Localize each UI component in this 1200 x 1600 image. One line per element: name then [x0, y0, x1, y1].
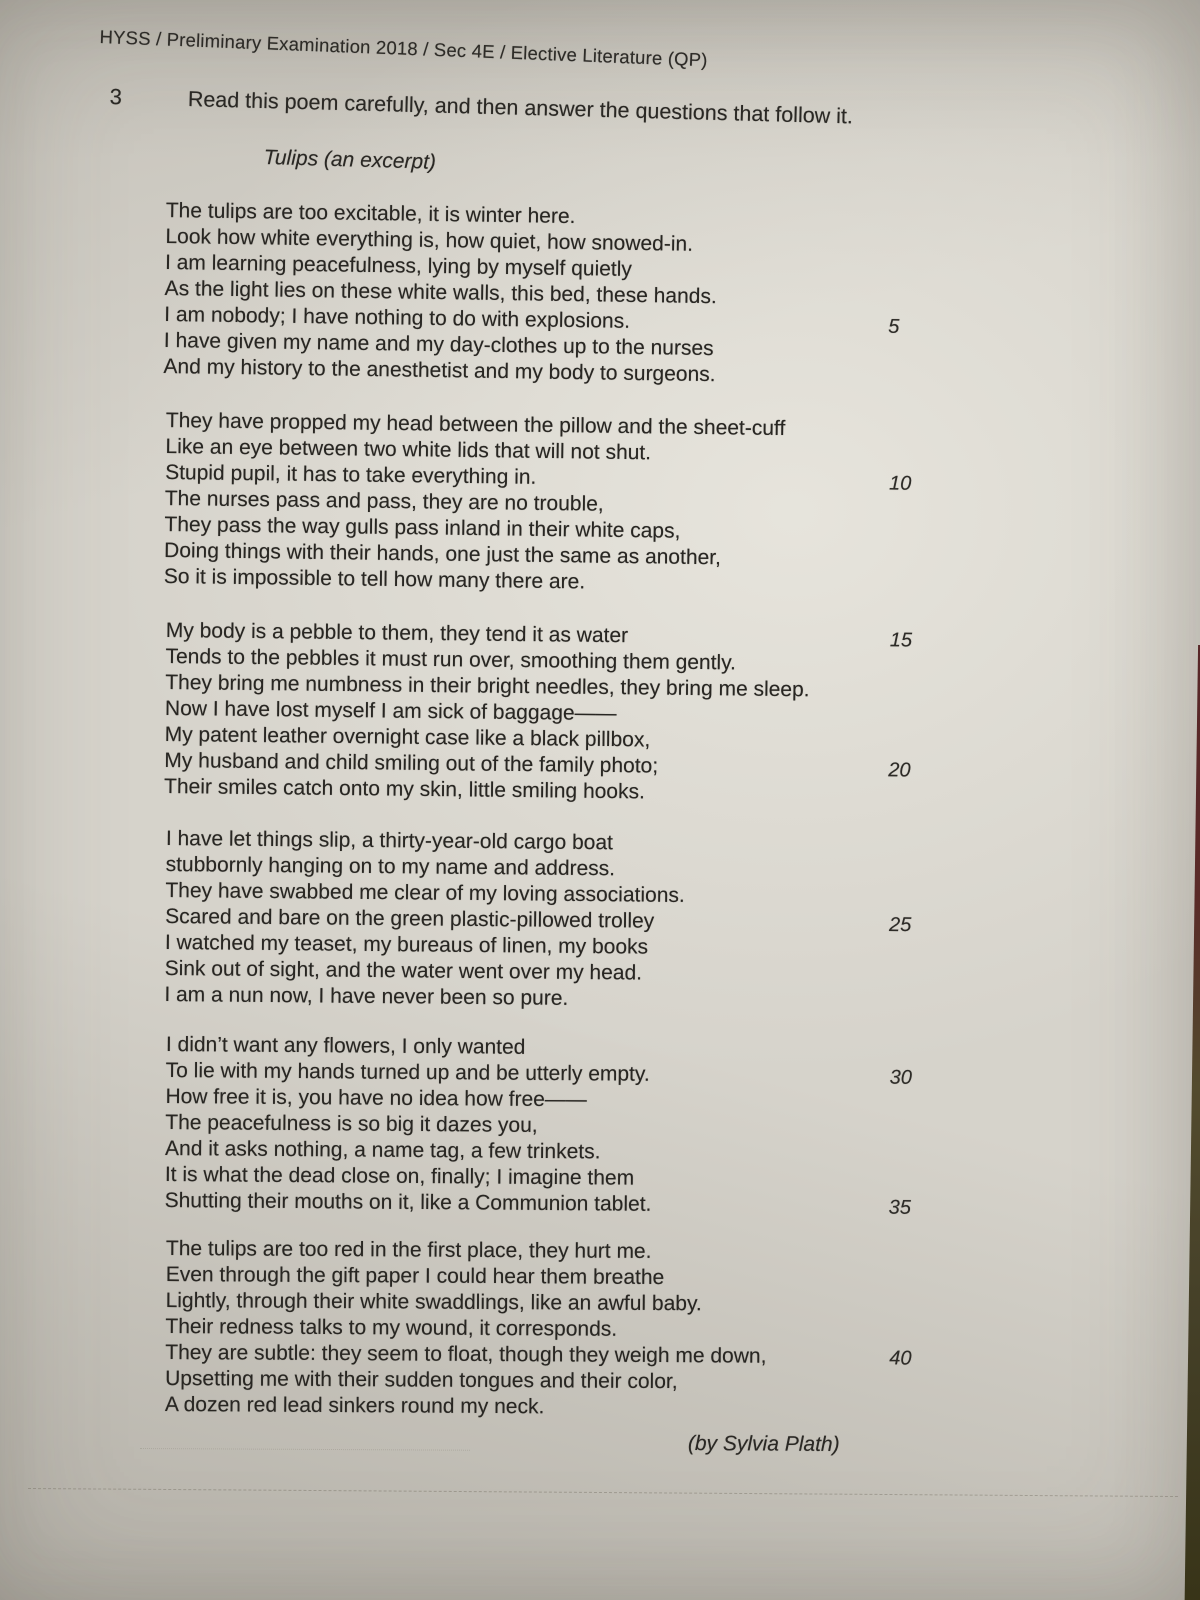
poem-line-text: As the light lies on these white walls, this bed, these hands.	[164, 276, 717, 309]
stanza	[164, 1236, 912, 1422]
stanza	[163, 618, 913, 807]
poem-line-text: I have let things slip, a thirty-year-old cargo boat	[165, 826, 614, 855]
poem-line-text: They bring me numbness in their bright needles, they bring me sleep.	[165, 670, 810, 702]
poem-line-text: Even through the gift paper I could hear them breathe	[165, 1262, 665, 1290]
poem-line	[165, 1340, 912, 1370]
poem-line-text: Now I have lost myself I am sick of baggage——	[164, 696, 617, 726]
poem-attribution: (by Sylvia Plath)	[687, 1432, 840, 1457]
poem-line-text: They are subtle: they seem to float, though they weigh me down,	[165, 1340, 767, 1368]
poem-line-text: So it is impossible to tell how many there are.	[163, 564, 586, 594]
poem-line	[166, 1032, 653, 1062]
poem-line-text: They have propped my head between the pillow and the sheet-cuff	[165, 408, 786, 441]
line-number: 25	[888, 913, 912, 937]
poem-line-text: The tulips are too excitable, it is winter here.	[165, 198, 576, 229]
poem-line-text: It is what the dead close on, finally; I imagine them	[164, 1162, 635, 1190]
poem-line	[165, 1136, 652, 1166]
poem-line-text: Their smiles catch onto my skin, little smiling hooks.	[163, 774, 646, 804]
poem-line	[165, 1366, 766, 1396]
poem-line	[165, 1392, 766, 1422]
poem-line	[166, 1236, 767, 1266]
poem-line-text: Stupid pupil, it has to take everything in.	[165, 460, 537, 489]
poem-line-text: Scared and bare on the green plastic-pillowed trolley	[165, 904, 655, 933]
poem-line-text: The peacefulness is so big it dazes you,	[165, 1110, 538, 1137]
stanza	[163, 198, 900, 388]
poem-line-text: My body is a pebble to them, they tend it as water	[165, 618, 629, 648]
poem-line-text: Tends to the pebbles it must run over, smoothing them gently.	[165, 644, 737, 675]
poem-line	[165, 1058, 912, 1089]
poem-line-text: I didn’t want any flowers, I only wanted	[165, 1033, 526, 1059]
poem-title: Tulips (an excerpt)	[263, 146, 437, 174]
poem-line-text: Look how white everything is, how quiet, how snowed-in.	[165, 224, 694, 256]
poem-line	[164, 982, 684, 1013]
poem-line-text: Like an eye between two white lids that will not shut.	[165, 434, 652, 465]
line-number: 35	[888, 1196, 911, 1219]
poem-line-text: I am nobody; I have nothing to do with explosions.	[164, 302, 631, 333]
question-number: 3	[109, 84, 123, 110]
poem-line-text: Upsetting me with their sudden tongues and their color,	[165, 1366, 678, 1394]
poem-line-text: Sink out of sight, and the water went over my head.	[164, 956, 643, 985]
line-number: 5	[888, 315, 900, 338]
stanza	[164, 1032, 912, 1219]
poem-line-text: And my history to the anesthetist and my body to surgeons.	[163, 354, 716, 387]
line-number: 40	[889, 1347, 912, 1370]
poem-line-text: I watched my teaset, my bureaus of linen, my books	[164, 930, 649, 959]
line-number: 30	[889, 1066, 912, 1089]
poem-line-text: To lie with my hands turned up and be utterly empty.	[165, 1058, 650, 1086]
stanza	[164, 826, 912, 1013]
poem-line-text: I am a nun now, I have never been so pure.	[164, 982, 569, 1010]
poem-line-text: My patent leather overnight case like a black pillbox,	[164, 722, 651, 752]
line-number: 10	[888, 472, 912, 495]
poem-line	[166, 1262, 767, 1292]
stanza	[163, 408, 912, 598]
poem-line-text: I have given my name and my day-clothes up to the nurses	[163, 328, 714, 361]
poem-line-text: Lightly, through their white swaddlings, like an awful baby.	[165, 1288, 702, 1316]
poem-line	[165, 1162, 652, 1192]
photo-background-edge	[1184, 645, 1200, 1600]
poem-line-text: The nurses pass and pass, they are no trouble,	[164, 486, 604, 516]
poem-line	[166, 1288, 767, 1318]
poem-line	[164, 1188, 911, 1219]
poem-line-text: stubbornly hanging on to my name and address.	[165, 852, 616, 881]
poem-line-text: And it asks nothing, a name tag, a few trinkets.	[164, 1136, 601, 1164]
poem-line	[165, 1084, 652, 1114]
poem-line-text: They pass the way gulls pass inland in their white caps,	[164, 512, 681, 543]
poem-line-text: Doing things with their hands, one just the same as another,	[163, 538, 722, 570]
poem-line	[165, 1314, 766, 1344]
question-instruction: Read this poem carefully, and then answer the questions that follow it.	[187, 87, 854, 129]
poem-line-text: Shutting their mouths on it, like a Communion tablet.	[164, 1188, 652, 1216]
poem-line-text: Their redness talks to my wound, it corresponds.	[165, 1314, 618, 1341]
poem	[163, 0, 986, 1600]
poem-line-text: The tulips are too red in the first place, they hurt me.	[165, 1237, 652, 1263]
poem-line-text: A dozen red lead sinkers round my neck.	[164, 1392, 545, 1419]
exam-header: HYSS / Preliminary Examination 2018 / Sec 4E / Elective Literature (QP)	[99, 26, 709, 71]
line-number: 15	[889, 629, 913, 652]
poem-line-text: My husband and child smiling out of the family photo;	[164, 748, 659, 778]
poem-line-text: How free it is, you have no idea how free——	[165, 1084, 587, 1112]
poem-line	[165, 1110, 652, 1140]
poem-line-text: I am learning peacefulness, lying by myself quietly	[164, 250, 633, 281]
line-number: 20	[888, 759, 911, 782]
poem-line-text: They have swabbed me clear of my loving associations.	[165, 878, 685, 907]
